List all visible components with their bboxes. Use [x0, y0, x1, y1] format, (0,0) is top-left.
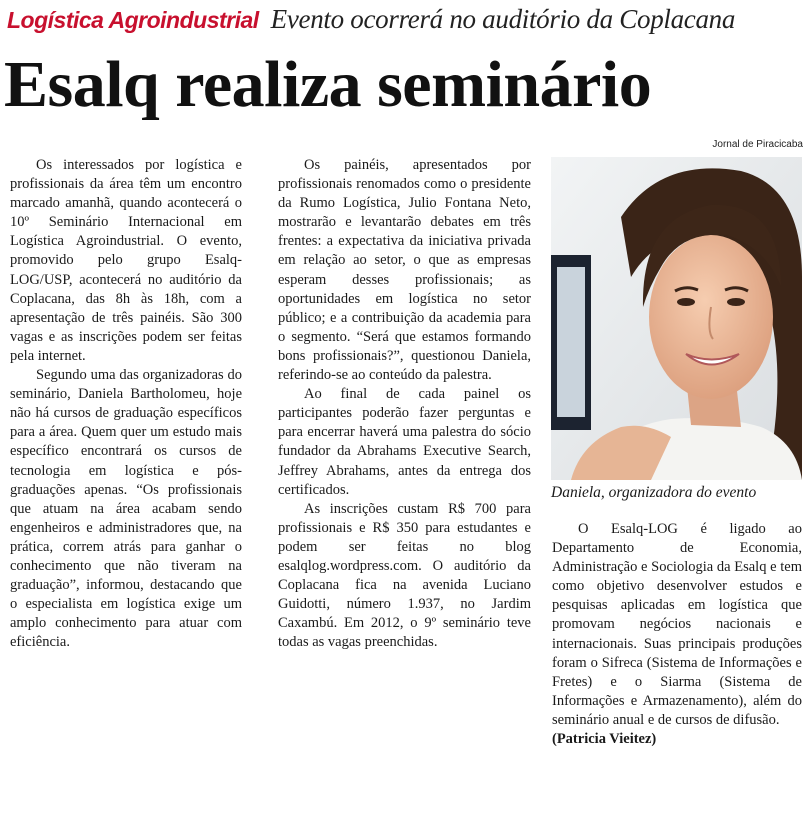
- headline: Esalq realiza seminário: [4, 48, 652, 121]
- paragraph: O Esalq-LOG é ligado ao Departamento de Economia, Administração e Sociologia da Esalq e tem como objetivo desenvolver estudos e pesquisas aplicadas em logística que promovam negócios nacionais e internacionais. Suas principais produções foram o Sifreca (Sistema de Informações e Fretes) e o Siarma (Sistema de Informações e Armazenamento), além do seminário anual e de cursos de difusão.: [552, 521, 802, 728]
- kicker: [7, 4, 807, 38]
- author-signature: (Patricia Vieitez): [552, 731, 657, 748]
- deck-line: Evento ocorrerá no auditório da Coplacana: [270, 4, 736, 34]
- portrait-illustration: [551, 157, 802, 480]
- article-column-3: [552, 520, 802, 749]
- article-column-1: [10, 156, 242, 652]
- woman-portrait-photo: [551, 157, 802, 480]
- paragraph: Os interessados por logística e profissionais da área têm um encontro marcado amanhã, quando acontecerá o 10º Seminário Internacional em Logística Agroindustrial. O evento, promovido pelo grupo Esalq-LOG/USP, acontecerá no auditório da Coplacana, das 8h às 18h, com a apresentação de três painéis. São 300 vagas e as inscrições podem ser feitas pela internet.: [10, 157, 242, 364]
- paragraph: As inscrições custam R$ 700 para profissionais e R$ 350 para estudantes e podem ser feitas no blog esalqlog.wordpress.com. O auditório da Coplacana fica na avenida Luciano Guidotti, número 1.937, no Jardim Caxambú. Em 2012, o 9º seminário teve todas as vagas preenchidas.: [278, 500, 531, 651]
- photo-caption: Daniela, organizadora do evento: [551, 484, 757, 501]
- photo-credit: Jornal de Piracicaba: [712, 139, 803, 150]
- section-label: Logística Agroindustrial: [7, 7, 259, 33]
- paragraph: Segundo uma das organizadoras do seminário, Daniela Bartholomeu, hoje não há cursos de graduação específicos para a área. Quem quer um estudo mais específico encontrará os cursos de tecnologia em logística e pós-graduações apenas. “Os profissionais que atuam na área acabam sendo engenheiros e administradores que, na prática, correm atrás para ganhar o conhecimento que não tiveram na graduação”, informou, destacando que o especialista em logística exige um amplo conhecimento para atuar com eficiência.: [10, 367, 242, 651]
- article-column-2: [278, 156, 531, 652]
- paragraph: Os painéis, apresentados por profissionais renomados como o presidente da Rumo Logística, Julio Fontana Neto, mostrarão e levantarão debates em três frentes: a expectativa da iniciativa privada em relação ao setor, o que as empresas esperam desses profissionais; as oportunidades em logística no setor público; e a contribuição da academia para o segmento. “Será que estamos formando bons profissionais?”, questionou Daniela, referindo-se ao conteúdo da palestra.: [278, 157, 531, 384]
- paragraph: Ao final de cada painel os participantes poderão fazer perguntas e para encerrar haverá uma palestra do sócio fundador da Abrahams Executive Search, Jeffrey Abrahams, antes da entrega dos certificados.: [278, 386, 531, 498]
